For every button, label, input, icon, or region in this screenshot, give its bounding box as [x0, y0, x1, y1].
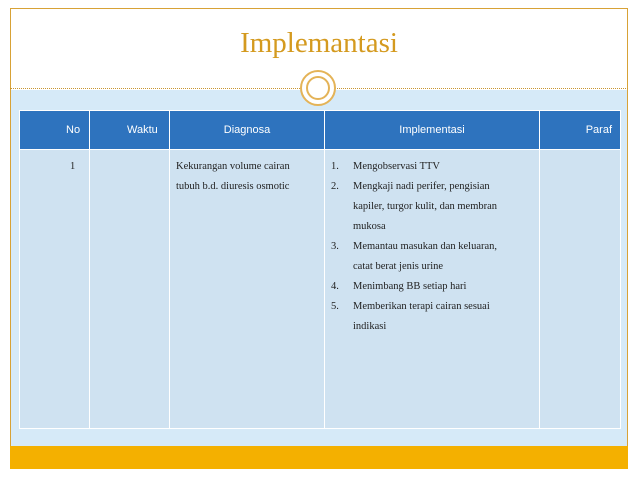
- list-item-number: 5.: [331, 301, 339, 312]
- list-item: [331, 177, 533, 237]
- list-item-line: Mengobservasi TTV: [353, 161, 440, 172]
- cell-no: 1: [20, 150, 90, 429]
- table-row: [20, 150, 621, 429]
- list-item-line: Memberikan terapi cairan sesuai: [353, 301, 490, 312]
- list-item-text: [353, 297, 533, 337]
- list-item-number: 3.: [331, 241, 339, 252]
- header-waktu: Waktu: [90, 111, 170, 150]
- implementation-table: [19, 110, 621, 429]
- list-item-line: indikasi: [353, 321, 387, 332]
- diagnosa-line: Kekurangan volume cairan: [176, 161, 290, 172]
- list-item: [331, 157, 533, 177]
- list-item-line: Menimbang BB setiap hari: [353, 281, 467, 292]
- implementation-list: [331, 157, 533, 337]
- list-item-text: [353, 277, 533, 297]
- list-item-text: [353, 237, 533, 277]
- header-paraf: Paraf: [540, 111, 621, 150]
- list-item-line: kapiler, turgor kulit, dan membran: [353, 201, 498, 212]
- list-item-line: Memantau masukan dan keluaran,: [353, 241, 498, 252]
- list-item-number: 4.: [331, 281, 339, 292]
- cell-paraf: [540, 150, 621, 429]
- list-item: [331, 237, 533, 277]
- list-item-text: [353, 157, 533, 177]
- list-item-text: [353, 177, 533, 237]
- list-item: [331, 297, 533, 337]
- table-header-row: [20, 111, 621, 150]
- cell-diagnosa: [170, 150, 325, 429]
- list-item-line: mukosa: [353, 221, 386, 232]
- cell-waktu: [90, 150, 170, 429]
- list-item-line: Mengkaji nadi perifer, pengisian: [353, 181, 490, 192]
- header-implementasi: Implementasi: [325, 111, 540, 150]
- diagnosa-line: tubuh b.d. diuresis osmotic: [176, 181, 290, 192]
- list-item-number: 1.: [331, 161, 339, 172]
- header-diagnosa: Diagnosa: [170, 111, 325, 150]
- cell-implementasi: [325, 150, 540, 429]
- list-item: [331, 277, 533, 297]
- slide-title: Implemantasi: [240, 27, 398, 59]
- list-item-number: 2.: [331, 181, 339, 192]
- footer-bar: [10, 446, 628, 469]
- circle-ornament-icon: [300, 70, 336, 106]
- list-item-line: catat berat jenis urine: [353, 261, 444, 272]
- header-no: No: [20, 111, 90, 150]
